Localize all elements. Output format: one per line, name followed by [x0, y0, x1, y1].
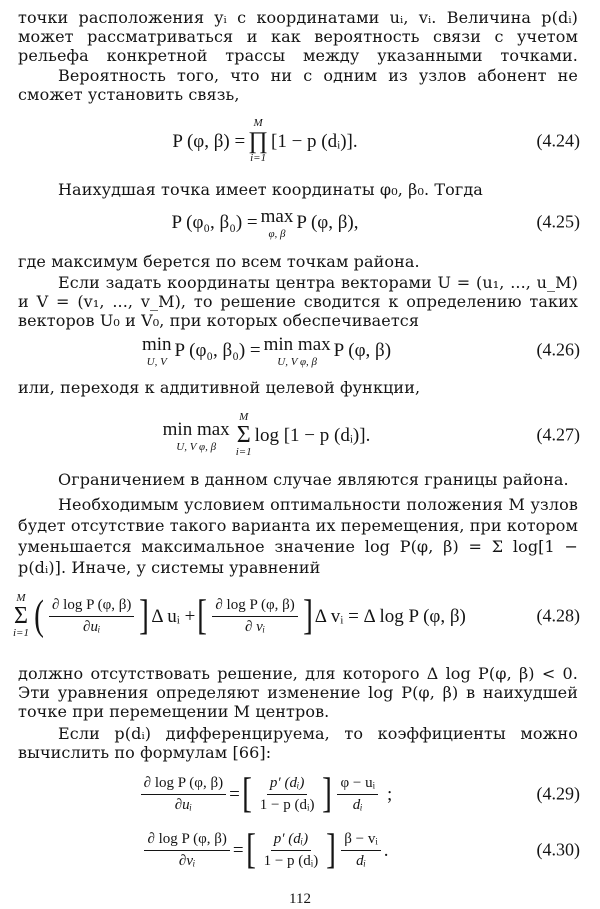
min-max-operator: min max — [162, 418, 230, 440]
paragraph-constraint: Ограничением в данном случае являются границы района. — [58, 470, 569, 489]
sum-lower-limit: i=1 — [13, 627, 29, 639]
product-symbol: ∏ — [248, 128, 268, 154]
eq-4-27-lower-limit: U, V φ, β — [176, 440, 217, 453]
eq-4-28-fraction-2 — [212, 596, 297, 637]
eq-4-27-sum: M Σ i=1 — [235, 411, 252, 458]
max-operator: max — [260, 205, 294, 227]
eq-4-25-lhs: P (φ₀, β₀) = — [171, 211, 258, 233]
sum-lower-limit: i=1 — [235, 446, 252, 458]
fraction-numerator: ∂ log P (φ, β) — [212, 596, 297, 617]
paragraph-continuation: точки расположения yᵢ с координатами uᵢ, vᵢ. Величина p(dᵢ) может рассматриваться и как вероятность связи с учетом рельефа конкретной трассы между указанными точками. — [18, 8, 578, 65]
equation-4-27 — [0, 412, 600, 458]
eq-4-28-term-2: Δ vᵢ = Δ log P (φ, β) — [314, 605, 466, 627]
equation-number: (4.29) — [536, 783, 580, 804]
eq-4-29-inner-fraction — [257, 774, 318, 815]
eq-4-26-rhs: P (φ, β) — [333, 339, 392, 361]
eq-4-29-ratio — [337, 774, 378, 815]
equals-sign: = — [232, 839, 244, 861]
equation-number: (4.27) — [536, 424, 580, 445]
fraction-numerator: ∂ log P (φ, β) — [144, 830, 229, 851]
fraction-numerator: ∂ log P (φ, β) — [141, 774, 226, 795]
fraction-denominator: dᵢ — [352, 796, 363, 813]
eq-4-24-upper-limit: M — [253, 117, 263, 129]
eq-4-27-rhs: log [1 − p (dᵢ)]. — [254, 424, 371, 446]
equation-number: (4.25) — [536, 211, 580, 232]
eq-4-26-middle: P (φ₀, β₀) = — [174, 339, 261, 361]
fraction-denominator: 1 − p (dᵢ) — [259, 796, 315, 813]
paragraph-probability: Вероятность того, что ни с одним из узлов абонент не сможет установить связь, — [18, 66, 578, 104]
eq-4-25-rhs: P (φ, β), — [296, 211, 359, 233]
equation-4-29: $\frac{\text{∂ log P (φ, β)}}{\text{∂uᵢ}}$ = [ $\frac{\text{p′ (dᵢ)}}{\text{1 − p (dᵢ)}}$ ] $\frac{\text{φ − uᵢ}}{\text{dᵢ}}$ ; (4.29) — [0, 764, 600, 824]
eq-4-29-lhs-fraction — [141, 774, 226, 815]
paragraph-maximum: где максимум берется по всем точкам района. — [18, 252, 420, 271]
fraction-denominator: ∂vᵢ — [178, 852, 196, 869]
paragraph-optimality: Необходимым условием оптимальности положения M узлов будет отсутствие такого варианта их перемещения, при котором уменьшается максимальное значение log P(φ, β) = Σ log[1 − p(dᵢ)]. Иначе, у системы уравнений — [18, 495, 578, 577]
sum-upper-limit: M — [239, 411, 249, 423]
equation-4-26 — [0, 330, 600, 370]
eq-4-26-lower-limit-1: U, V — [146, 355, 167, 368]
eq-4-30-tail: . — [383, 839, 389, 861]
paragraph-additive: или, переходя к аддитивной целевой функции, — [18, 378, 421, 397]
fraction-denominator: ∂uᵢ — [83, 618, 101, 635]
fraction-numerator: β − vᵢ — [341, 830, 381, 851]
fraction-numerator: p′ (dᵢ) — [267, 774, 307, 795]
fraction-numerator: ∂ log P (φ, β) — [49, 596, 134, 617]
equation-number: (4.24) — [536, 130, 580, 151]
min-max-operator: min max — [263, 333, 331, 355]
eq-4-24-rhs: [1 − p (dᵢ)]. — [271, 130, 358, 152]
equation-number: (4.28) — [536, 605, 580, 626]
eq-4-30-lhs-fraction — [144, 830, 229, 871]
eq-4-26-min-max — [264, 333, 331, 368]
paragraph-worst-point: Наихудшая точка имеет координаты φ₀, β₀. Тогда — [58, 180, 483, 199]
eq-4-24-product — [248, 118, 268, 164]
equation-4-30: $\frac{\text{∂ log P (φ, β)}}{\text{∂vᵢ}}$ = [ $\frac{\text{p′ (dᵢ)}}{\text{1 − p (dᵢ)}}$ ] $\frac{\text{β − vᵢ}}{\text{dᵢ}}$ . (4.30) — [0, 820, 600, 880]
equation-number: (4.30) — [536, 839, 580, 860]
equation-4-28: M Σ i=1 ( $\frac{\text{∂ log P (φ, β)}}{\text{∂uᵢ}}$ ] Δ uᵢ + [ $\frac{\text{∂ log P (φ, β)}}{\text{∂ vᵢ}}$ ] Δ vᵢ = Δ log P (φ, β) (4.28) — [13, 592, 580, 639]
eq-4-30-inner-fraction — [261, 830, 322, 871]
fraction-denominator: ∂ vᵢ — [244, 618, 266, 635]
paragraph-differentiable: Если p(dᵢ) дифференцируема, то коэффициенты можно вычислить по формулам [66]: — [18, 724, 578, 762]
equals-sign: = — [229, 783, 240, 805]
fraction-numerator: φ − uᵢ — [337, 774, 378, 795]
paragraph-vectors: Если задать координаты центра векторами U = (u₁, ..., u_M) и V = (v₁, ..., v_M), то решение сводится к определению таких векторов U₀ и V₀, при которых обеспечивается — [18, 273, 578, 330]
eq-4-28-term-1: Δ uᵢ + — [151, 605, 196, 627]
equation-number: (4.26) — [536, 339, 580, 360]
eq-4-27-min-max — [163, 418, 230, 453]
eq-4-24-lower-limit: i=1 — [250, 152, 267, 164]
eq-4-28-fraction-1 — [49, 596, 134, 637]
eq-4-30-ratio — [341, 830, 381, 871]
page-number: 112 — [289, 891, 311, 907]
fraction-denominator: ∂uᵢ — [174, 796, 193, 813]
eq-4-28-sum: M Σ i=1 — [13, 592, 29, 639]
eq-4-25-max — [261, 205, 294, 240]
equation-4-24 — [0, 118, 600, 164]
eq-4-26-min — [142, 333, 172, 368]
equation-4-25 — [0, 202, 600, 242]
sum-upper-limit: M — [16, 592, 26, 604]
fraction-denominator: dᵢ — [356, 852, 366, 869]
fraction-denominator: 1 − p (dᵢ) — [263, 852, 319, 869]
min-operator: min — [141, 333, 172, 355]
eq-4-29-tail: ; — [387, 783, 393, 805]
eq-4-26-lower-limit-2: U, V φ, β — [277, 355, 318, 368]
paragraph-no-solution: должно отсутствовать решение, для которого Δ log P(φ, β) < 0. Эти уравнения определяют изменение log P(φ, β) в наихудшей точке при перемещении M центров. — [18, 664, 578, 721]
eq-4-24-lhs: P (φ, β) = — [172, 130, 246, 152]
fraction-numerator: p′ (dᵢ) — [271, 830, 311, 851]
eq-4-25-lower-limit: φ, β — [268, 227, 286, 240]
